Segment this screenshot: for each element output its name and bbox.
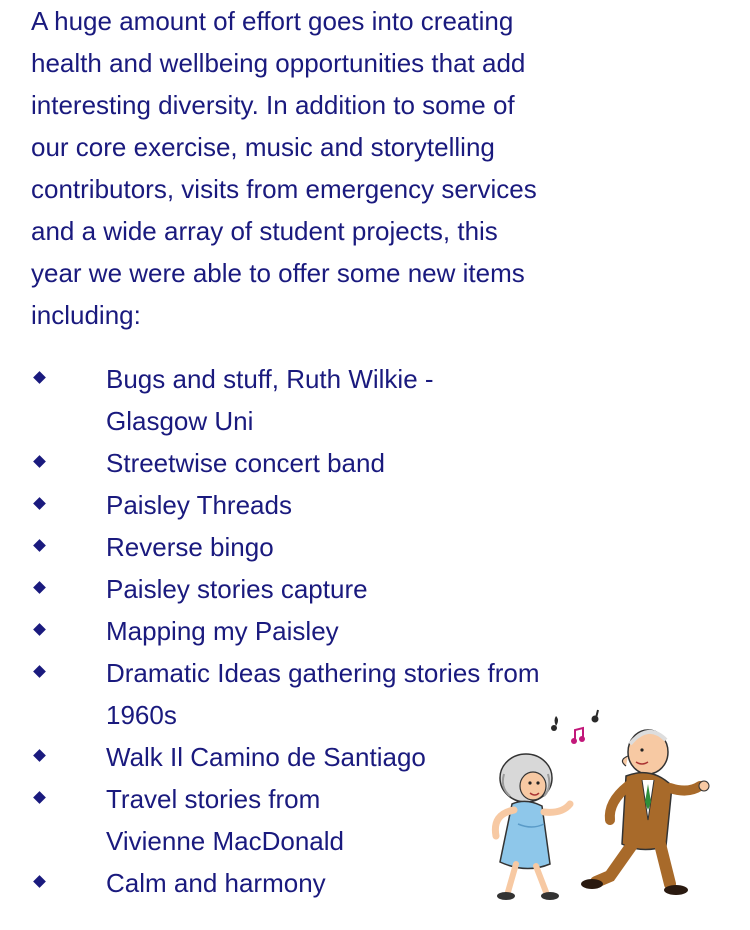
intro-paragraph xyxy=(31,0,631,336)
intro-line: contributors, visits from emergency services xyxy=(31,174,537,204)
list-item-text: Bugs and stuff, Ruth Wilkie - xyxy=(106,364,434,394)
intro-line: health and wellbeing opportunities that add xyxy=(31,48,526,78)
list-item xyxy=(0,484,750,526)
intro-line: A huge amount of effort goes into creating xyxy=(31,6,514,36)
intro-line: including: xyxy=(31,300,141,330)
man-figure xyxy=(581,730,709,895)
intro-line: year we were able to offer some new items xyxy=(31,258,525,288)
list-item-text: Vivienne MacDonald xyxy=(106,826,344,856)
intro-line: and a wide array of student projects, this xyxy=(31,216,498,246)
music-notes-icon xyxy=(551,710,599,744)
list-item-text: Mapping my Paisley xyxy=(106,616,339,646)
dancing-couple-icon xyxy=(478,704,714,912)
list-item-text: Travel stories from xyxy=(106,784,321,814)
list-item xyxy=(0,568,750,610)
woman-figure xyxy=(495,754,570,900)
list-item-text: Paisley stories capture xyxy=(106,574,368,604)
list-item xyxy=(0,442,750,484)
list-item-text: Reverse bingo xyxy=(106,532,274,562)
list-item-text: Glasgow Uni xyxy=(106,406,254,436)
list-item xyxy=(0,526,750,568)
list-item-text: Dramatic Ideas gathering stories from xyxy=(106,658,540,688)
list-item-text: 1960s xyxy=(106,700,177,730)
list-item xyxy=(0,358,750,442)
list-item xyxy=(0,610,750,652)
list-item-text: Paisley Threads xyxy=(106,490,292,520)
list-item-text: Calm and harmony xyxy=(106,868,326,898)
intro-line: interesting diversity. In addition to some of xyxy=(31,90,515,120)
intro-line: our core exercise, music and storytelling xyxy=(31,132,495,162)
list-item-text: Streetwise concert band xyxy=(106,448,385,478)
list-item-text: Walk Il Camino de Santiago xyxy=(106,742,426,772)
